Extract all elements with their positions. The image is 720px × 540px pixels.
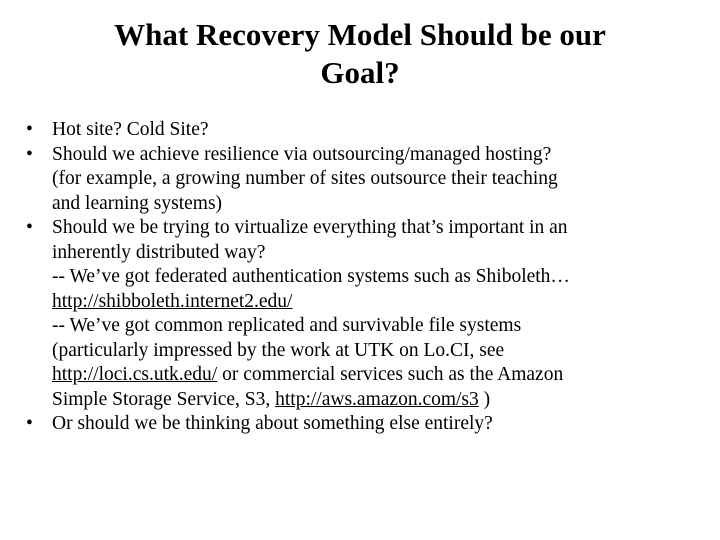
bullet-text-line: -- We’ve got federated authentication systems such as Shiboleth… bbox=[52, 266, 570, 287]
bullet-text-line: -- We’ve got common replicated and survivable file systems bbox=[52, 315, 522, 336]
bullet-text-line: and learning systems) bbox=[52, 192, 223, 214]
bullet-text-line bbox=[52, 388, 710, 413]
bullet-text-fragment: ) bbox=[478, 388, 491, 410]
bullet-text-line bbox=[52, 290, 710, 315]
amazon-s3-link[interactable]: http://aws.amazon.com/s3 bbox=[275, 388, 479, 410]
bullet-text-line: Should we achieve resilience via outsourcing/managed hosting? bbox=[52, 143, 552, 165]
bullet-text-fragment: Simple Storage Service, S3, bbox=[52, 388, 276, 410]
bullet-item-hot-site bbox=[20, 118, 710, 143]
bullet-item-outsourcing bbox=[20, 143, 710, 217]
bullet-text-line: (for example, a growing number of sites outsource their teaching bbox=[52, 168, 558, 189]
shibboleth-link[interactable]: http://shibboleth.internet2.edu/ bbox=[52, 290, 293, 312]
bullet-text: Or should we be thinking about something else entirely? bbox=[52, 413, 493, 434]
bullet-text-line: inherently distributed way? bbox=[52, 241, 266, 263]
loci-link[interactable]: http://loci.cs.utk.edu/ bbox=[52, 364, 218, 385]
bullet-item-something-else bbox=[20, 412, 710, 437]
bullet-text-line bbox=[52, 363, 710, 388]
bullet-icon: • bbox=[26, 217, 33, 238]
bullet-icon: • bbox=[26, 143, 33, 165]
bullet-icon: • bbox=[26, 413, 33, 434]
bullet-item-virtualize bbox=[20, 216, 710, 412]
bullet-text-line: Should we be trying to virtualize everything that’s important in an bbox=[52, 217, 568, 238]
bullet-text-line: (particularly impressed by the work at UTK on Lo.CI, see bbox=[52, 339, 505, 361]
bullet-text: Hot site? Cold Site? bbox=[52, 119, 209, 140]
bullet-list bbox=[20, 118, 710, 437]
title-line-1: What Recovery Model Should be our bbox=[114, 17, 606, 52]
bullet-text-fragment: or commercial services such as the Amazon bbox=[217, 364, 564, 385]
title-line-2: Goal? bbox=[320, 55, 400, 90]
bullet-icon: • bbox=[26, 119, 33, 140]
slide-title bbox=[40, 16, 680, 92]
